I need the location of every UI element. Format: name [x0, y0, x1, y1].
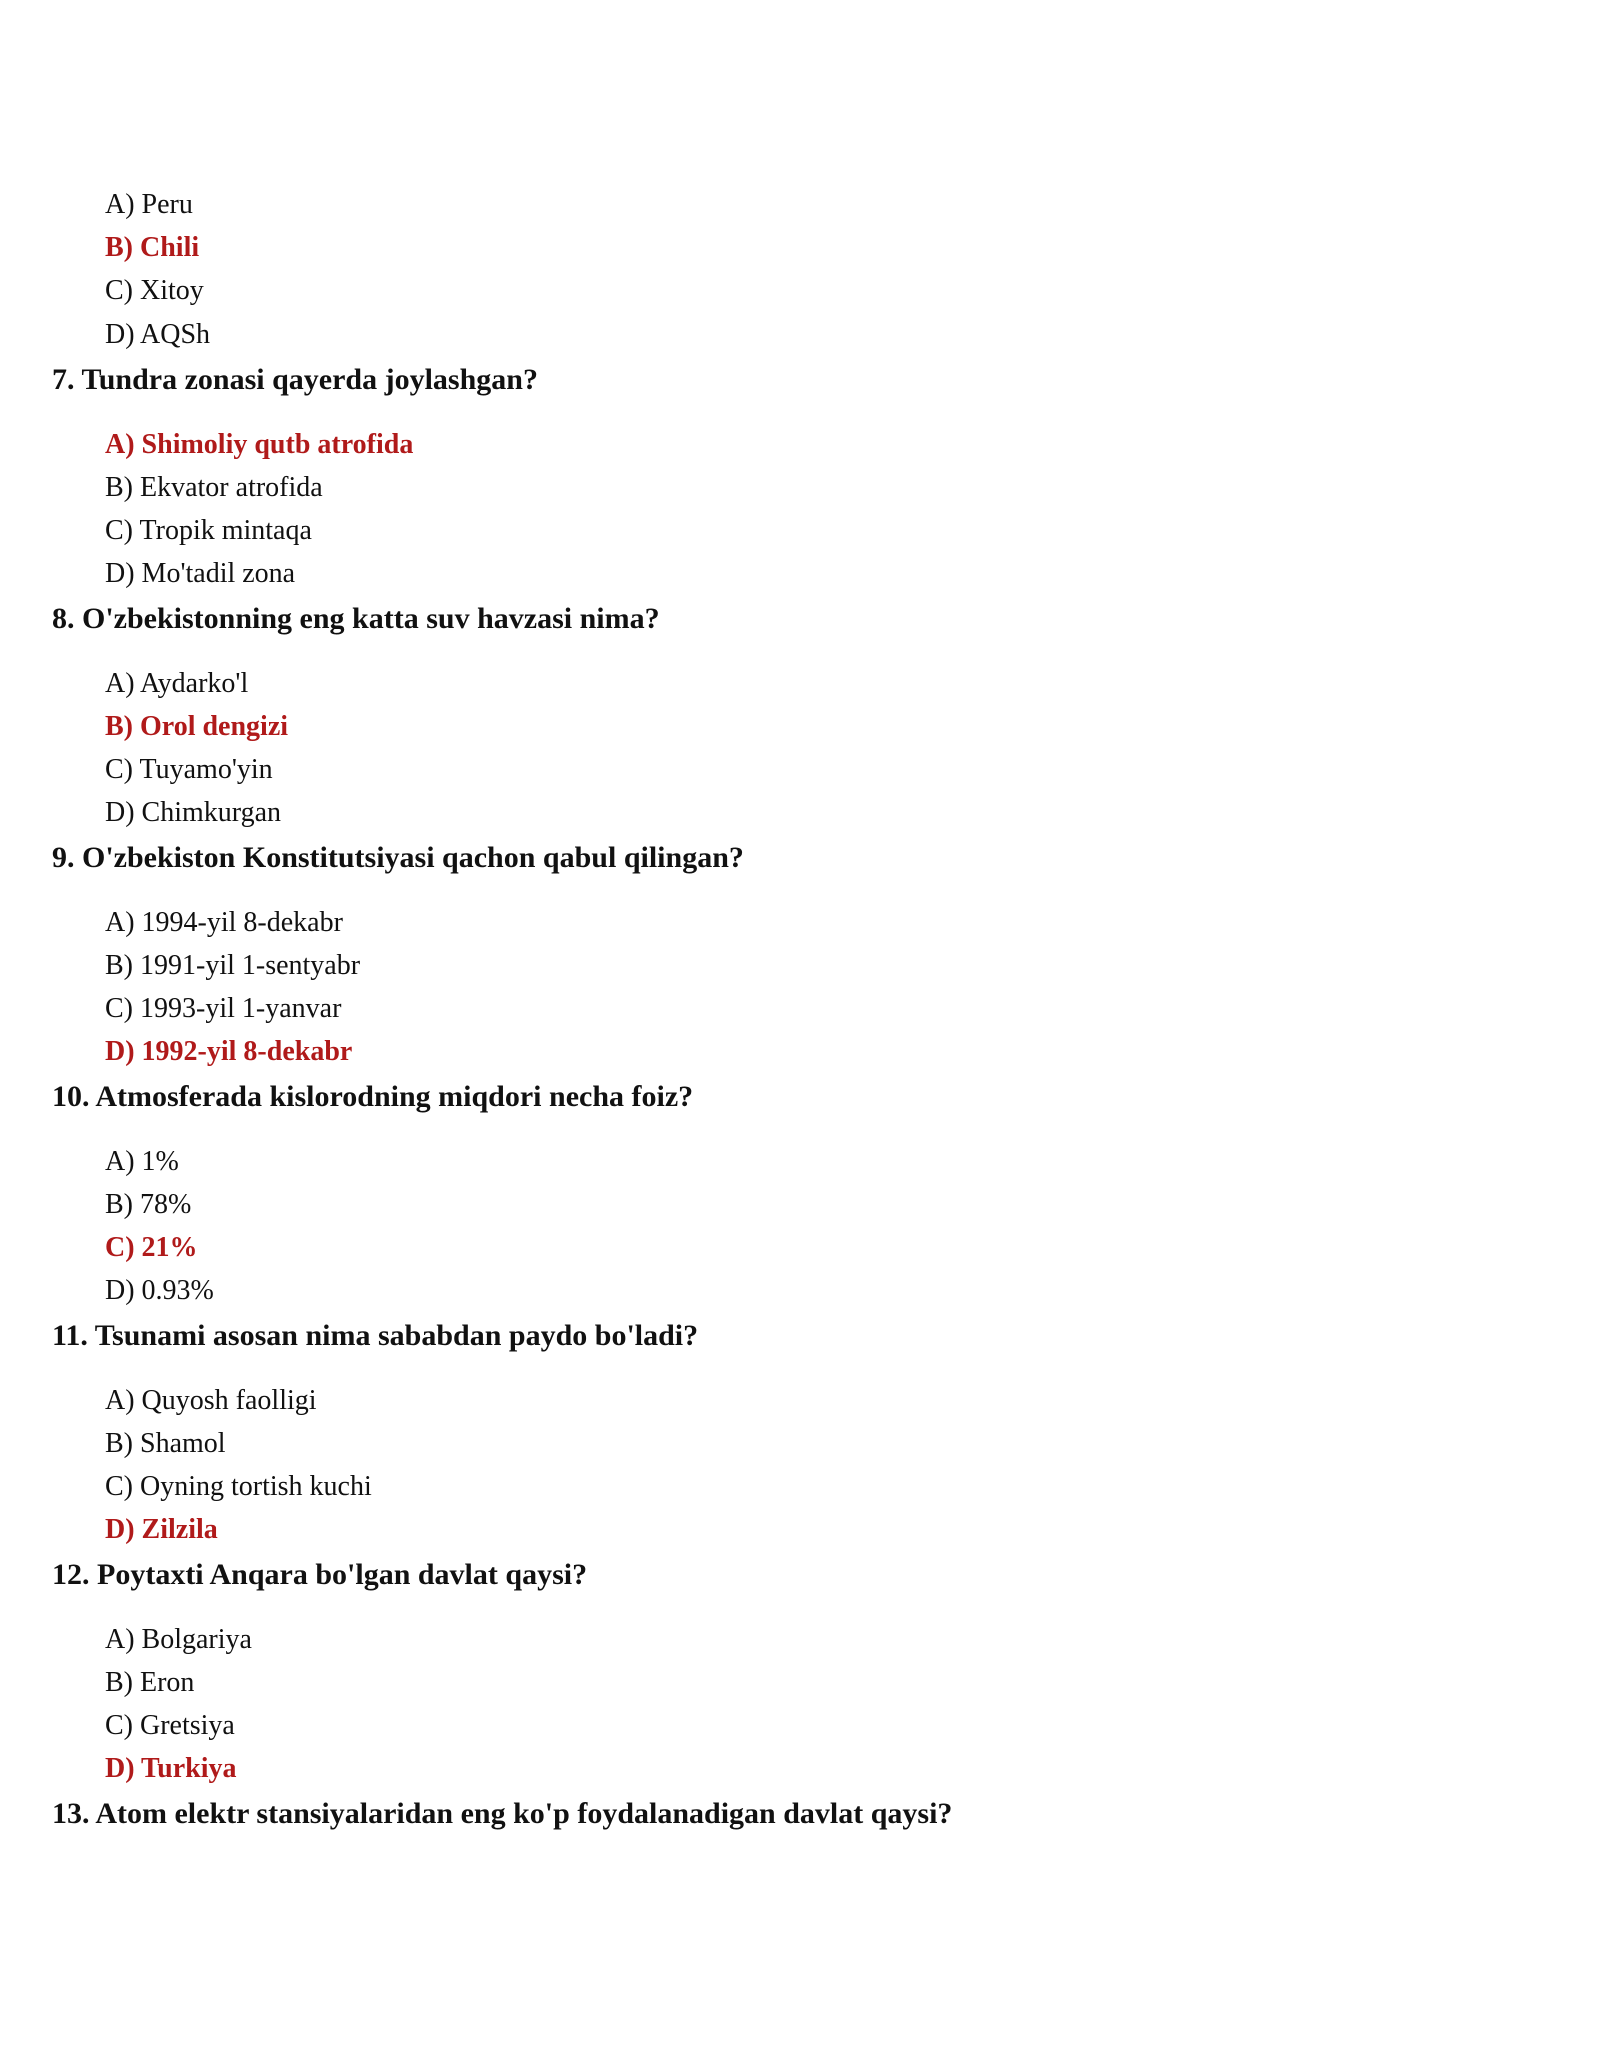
option-q9-a: A) 1994-yil 8-dekabr [105, 907, 343, 938]
question-8-title: 8. O'zbekistonning eng katta suv havzasi nima? [52, 602, 660, 635]
option-q10-a: A) 1% [105, 1146, 179, 1177]
option-q6-d: D) AQSh [105, 319, 211, 350]
option-q7-d: D) Mo'tadil zona [105, 558, 296, 589]
option-q10-b: B) 78% [105, 1189, 192, 1220]
option-q8-b-correct: B) Orol dengizi [105, 711, 289, 742]
option-q6-c: C) Xitoy [105, 275, 204, 306]
option-q6-b-correct: B) Chili [105, 232, 200, 263]
option-q12-d-correct: D) Turkiya [105, 1753, 237, 1784]
option-q10-d: D) 0.93% [105, 1275, 214, 1306]
option-q9-d-correct: D) 1992-yil 8-dekabr [105, 1036, 353, 1067]
option-q7-a-correct: A) Shimoliy qutb atrofida [105, 429, 414, 460]
option-q8-d: D) Chimkurgan [105, 797, 282, 828]
option-q9-c: C) 1993-yil 1-yanvar [105, 993, 342, 1024]
option-q12-c: C) Gretsiya [105, 1710, 235, 1741]
option-q7-b: B) Ekvator atrofida [105, 472, 323, 503]
option-q8-a: A) Aydarko'l [105, 668, 249, 699]
option-q11-a: A) Quyosh faolligi [105, 1385, 317, 1416]
option-q9-b: B) 1991-yil 1-sentyabr [105, 950, 361, 981]
option-q11-d-correct: D) Zilzila [105, 1514, 218, 1545]
question-11-title: 11. Tsunami asosan nima sababdan paydo bo'ladi? [52, 1319, 699, 1352]
option-q12-a: A) Bolgariya [105, 1624, 252, 1655]
option-q12-b: B) Eron [105, 1667, 195, 1698]
option-q7-c: C) Tropik mintaqa [105, 515, 312, 546]
option-q11-b: B) Shamol [105, 1428, 226, 1459]
question-9-title: 9. O'zbekiston Konstitutsiyasi qachon qabul qilingan? [52, 841, 744, 874]
question-10-title: 10. Atmosferada kislorodning miqdori necha foiz? [52, 1080, 694, 1113]
option-q6-a: A) Peru [105, 189, 193, 220]
question-13-title: 13. Atom elektr stansiyalaridan eng ko'p foydalanadigan davlat qaysi? [52, 1797, 953, 1830]
question-7-title: 7. Tundra zonasi qayerda joylashgan? [52, 363, 538, 396]
option-q8-c: C) Tuyamo'yin [105, 754, 273, 785]
option-q11-c: C) Oyning tortish kuchi [105, 1471, 372, 1502]
option-q10-c-correct: C) 21% [105, 1232, 198, 1263]
question-12-title: 12. Poytaxti Anqara bo'lgan davlat qaysi? [52, 1558, 588, 1591]
